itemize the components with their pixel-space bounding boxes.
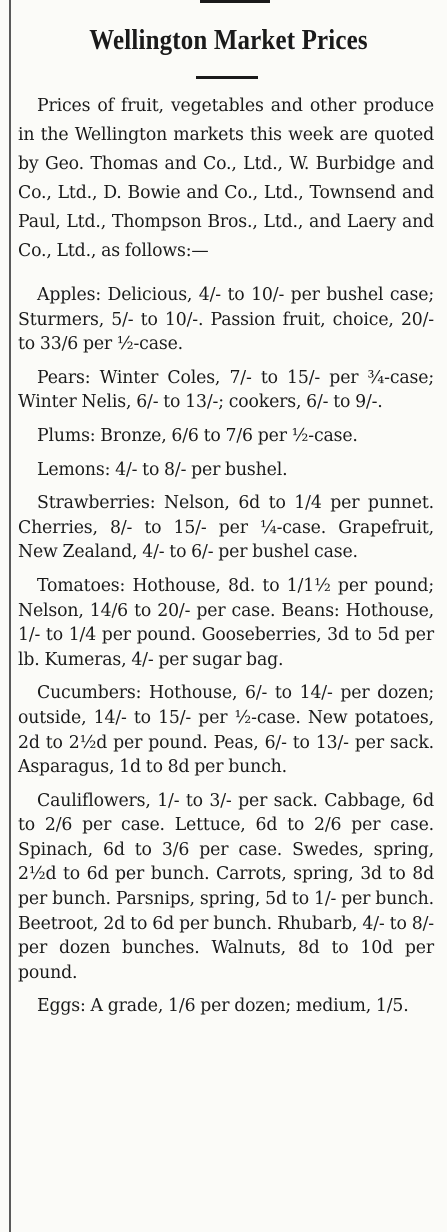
headline: Wellington Market Prices [89,24,368,56]
paragraph-tomatoes: Tomatoes: Hothouse, 8d. to 1/1½ per pound; Nelson, 14/6 to 20/- per case. Beans: Hothouse, 1/- to 1/4 per pound. Gooseberries, 3d to 5d per lb. Kumeras, 4/- per sugar bag. [18,575,434,670]
paragraph-plums: Plums: Bronze, 6/6 to 7/6 per ½-case. [37,425,358,446]
paragraph-cauliflowers: Cauliflowers, 1/- to 3/- per sack. Cabbage, 6d to 2/6 per case. Lettuce, 6d to 2/6 per case. Spinach, 6d to 3/6 per case. Swedes, spring, 2½d to 6d per bunch. Carrots, spring, 3d to 8d per bunch. Parsnips, spring, 5d to 1/- per bunch. Beetroot, 2d to 6d per bunch. Rhubarb, 4/- to 8/- per dozen bunches. Walnuts, 8d to 10d per pound. [18,790,434,983]
paragraph-cucumbers: Cucumbers: Hothouse, 6/- to 14/- per dozen; outside, 14/- to 15/- per ½-case. New potatoes, 2d to 2½d per pound. Peas, 6/- to 13/- per sack. Asparagus, 1d to 8d per bunch. [18,683,434,778]
paragraph-pears: Pears: Winter Coles, 7/- to 15/- per ¾-case; Winter Nelis, 6/- to 13/-; cookers, 6/- to 9/-. [18,367,434,413]
article-body [18,92,434,1028]
paragraph-strawberries: Strawberries: Nelson, 6d to 1/4 per punnet. Cherries, 8/- to 15/- per ¼-case. Grapefruit, New Zealand, 4/- to 6/- per bushel case. [18,493,434,563]
column-rule [9,0,11,1232]
paragraph-eggs: Eggs: A grade, 1/6 per dozen; medium, 1/5. [37,996,409,1017]
headline-rule [196,76,258,79]
paragraph-lemons: Lemons: 4/- to 8/- per bushel. [37,459,288,480]
intro-paragraph: Prices of fruit, vegetables and other produce in the Wellington markets this week are quoted by Geo. Thomas and Co., Ltd., W. Burbidge and Co., Ltd., D. Bowie and Co., Ltd., Townsend and Paul, Ltd., Thompson Bros., Ltd., and Laery and Co., Ltd., as follows:— [18,96,434,261]
top-ornament-rule [200,0,270,3]
paragraph-apples: Apples: Delicious, 4/- to 10/- per bushel case; Sturmers, 5/- to 10/-. Passion fruit, choice, 20/- to 33/6 per ½-case. [18,285,434,355]
